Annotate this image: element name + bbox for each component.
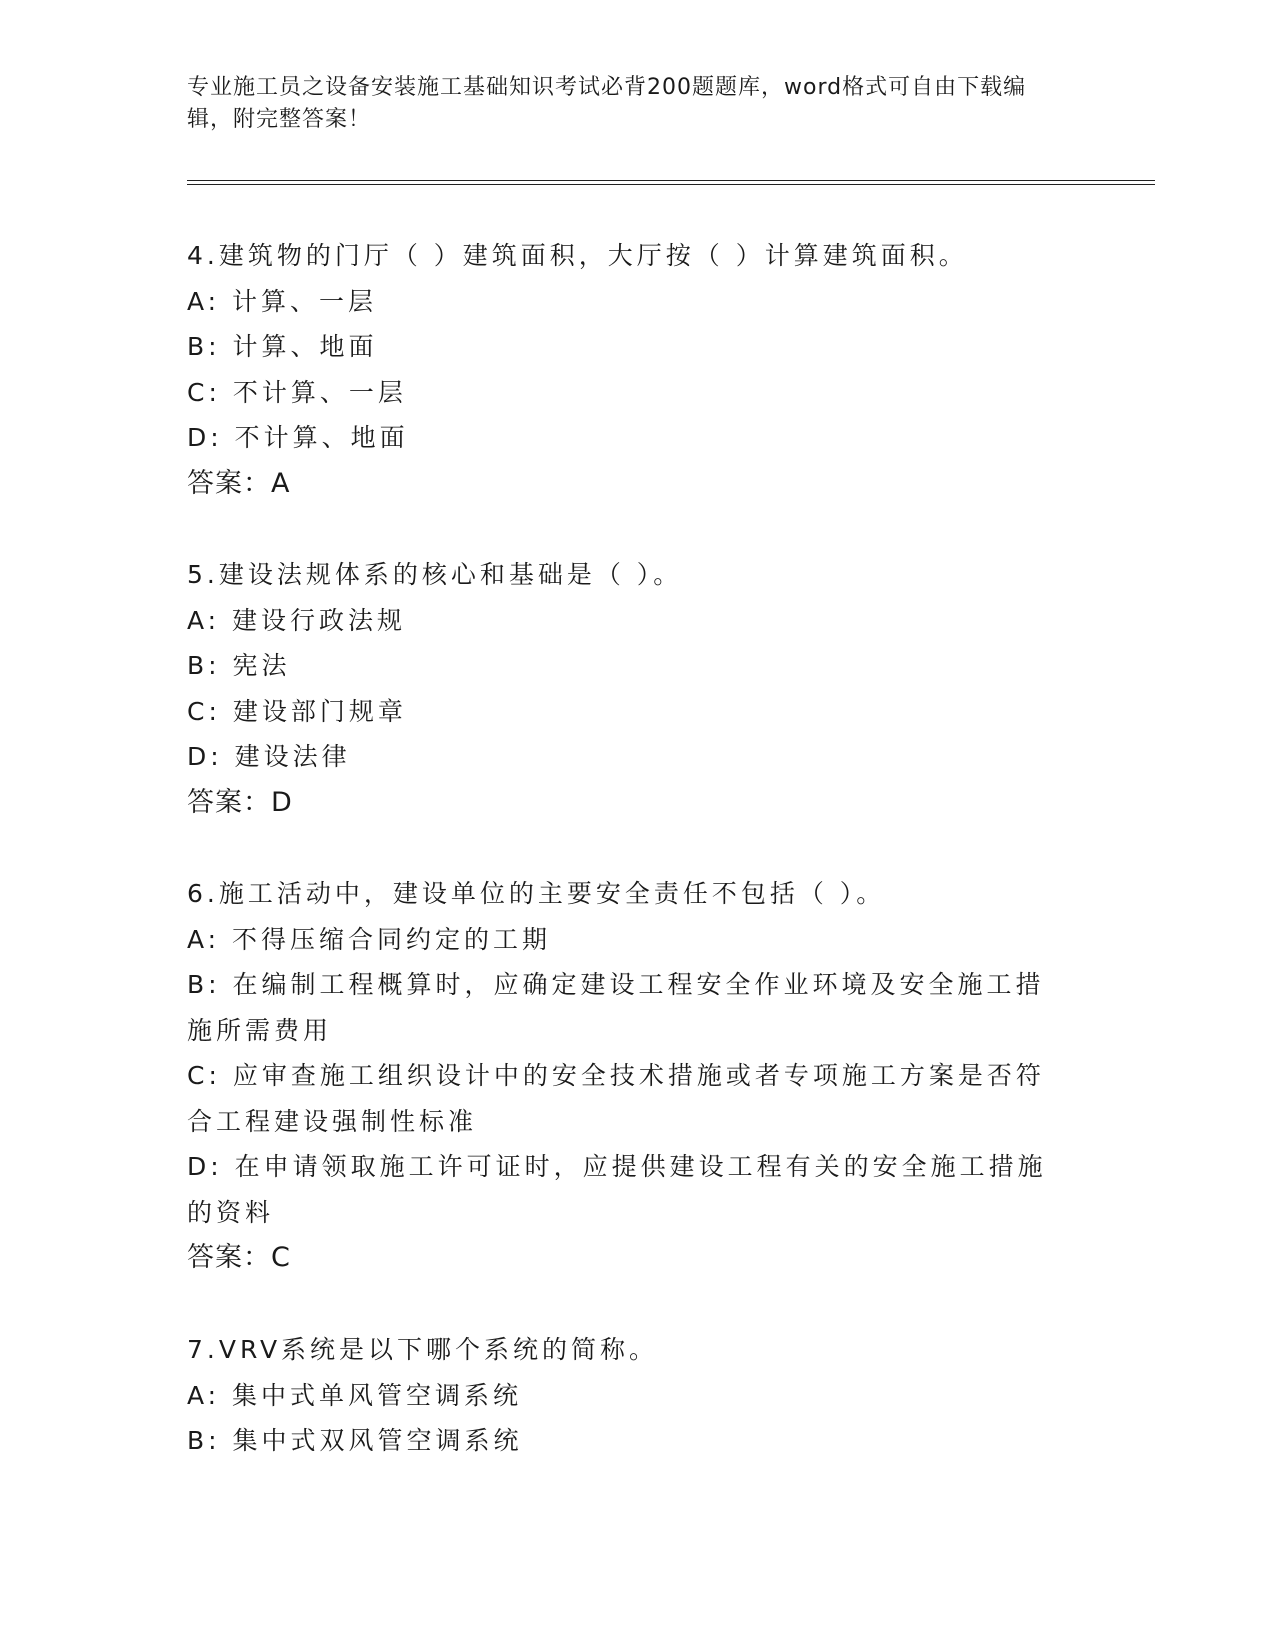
option-b: B: 集中式双风管空调系统 xyxy=(187,1426,523,1455)
question-6 xyxy=(187,871,1067,1281)
option-a: A: 集中式单风管空调系统 xyxy=(187,1380,523,1410)
question-5 xyxy=(187,552,1067,825)
option-b: B: 在编制工程概算时，应确定建设工程安全作业环境及安全施工措施所需费用 xyxy=(187,970,1045,1045)
header-rule-top xyxy=(187,180,1155,181)
option-b: B: 宪法 xyxy=(187,651,291,680)
option-d: D: 不计算、地面 xyxy=(187,423,409,452)
answer: 答案：D xyxy=(187,786,293,818)
option-d: D: 建设法律 xyxy=(187,742,351,771)
header-rule-bottom xyxy=(187,184,1155,185)
option-c: C: 应审查施工组织设计中的安全技术措施或者专项施工方案是否符合工程建设强制性标准 xyxy=(187,1061,1045,1136)
option-d: D: 在申请领取施工许可证时，应提供建设工程有关的安全施工措施的资料 xyxy=(187,1152,1047,1227)
option-a: A: 计算、一层 xyxy=(187,286,378,316)
option-c: C: 建设部门规章 xyxy=(187,696,407,726)
answer: 答案：A xyxy=(187,467,291,499)
option-b: B: 计算、地面 xyxy=(187,332,378,361)
option-c: C: 不计算、一层 xyxy=(187,377,407,407)
answer: 答案：C xyxy=(187,1242,291,1273)
question-7 xyxy=(187,1327,1067,1464)
question-stem: 4.建筑物的门厅（ ）建筑面积，大厅按（ ）计算建筑面积。 xyxy=(187,241,968,270)
question-stem: 7.VRV系统是以下哪个系统的简称。 xyxy=(187,1335,659,1364)
question-stem: 5.建设法规体系的核心和基础是（ ）。 xyxy=(187,560,683,589)
option-a: A: 建设行政法规 xyxy=(187,605,407,635)
option-a: A: 不得压缩合同约定的工期 xyxy=(187,924,552,954)
question-stem: 6.施工活动中，建设单位的主要安全责任不包括（ ）。 xyxy=(187,879,886,908)
question-4 xyxy=(187,233,1067,506)
document-header: 专业施工员之设备安装施工基础知识考试必背200题题库，word格式可自由下载编辑，附完整答案！ xyxy=(187,75,1027,132)
